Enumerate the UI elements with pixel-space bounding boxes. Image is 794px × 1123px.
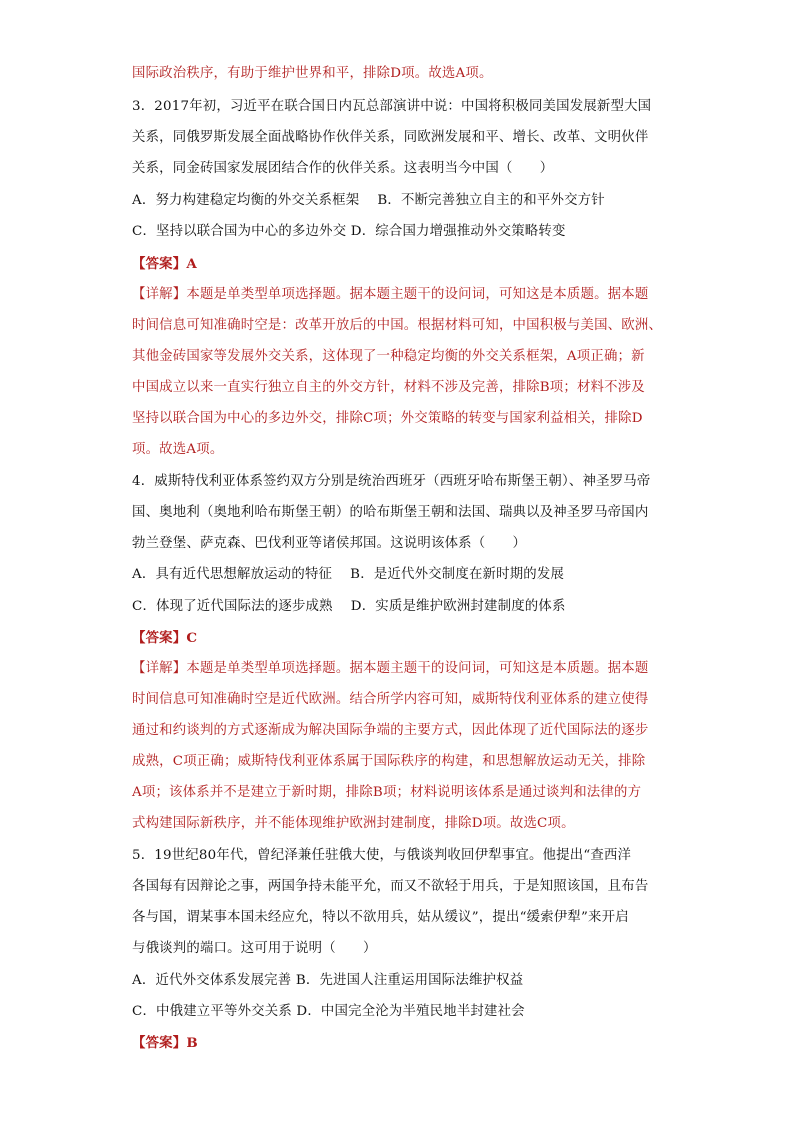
text-line: 其他金砖国家等发展外交关系，这体现了一种稳定均衡的外交关系框架，A项正确；新 (132, 349, 645, 364)
text-line: 国、奥地利（奥地利哈布斯堡王朝）的哈布斯堡王朝和法国、瑞典以及神圣罗马帝国内 (132, 505, 649, 520)
text-line: 时间信息可知准确时空是近代欧洲。结合所学内容可知，威斯特伐利亚体系的建立使得 (132, 692, 649, 707)
text-line: 各与国，谓某事本国未经应允，特以不欲用兵，姑从缓议”，提出“缓索伊犁”来开启 (132, 910, 629, 925)
question-5-options-ab: A．近代外交体系发展完善 B．先进国人注重运用国际法维护权益 (132, 973, 524, 988)
question-4-options-cd: C．体现了近代国际法的逐步成熟 D．实质是维护欧洲封建制度的体系 (132, 599, 566, 614)
answer-3: 【答案】A (132, 256, 197, 272)
text-line: 时间信息可知准确时空是：改革开放后的中国。根据材料可知，中国积极与美国、欧洲、 (132, 318, 663, 333)
question-3-options-cd: C．坚持以联合国为中心的多边外交 D．综合国力增强推动外交策略转变 (132, 224, 566, 239)
text-line: 关系，同金砖国家发展团结合作的伙伴关系。这表明当今中国（ ） (132, 161, 554, 176)
question-5-stem: 5．19世纪80年代，曾纪泽兼任驻俄大使，与俄谈判收回伊犁事宜。他提出“查西洋 (132, 848, 632, 863)
explanation-3: 【详解】本题是单类型单项选择题。据本题主题干的设问词，可知这是本质题。据本题 (132, 287, 649, 302)
text-line: 关系，同俄罗斯发展全面战略协作伙伴关系，同欧洲发展和平、增长、改革、文明伙伴 (132, 130, 649, 145)
text-line: 中国成立以来一直实行独立自主的外交方针，材料不涉及完善，排除B项；材料不涉及 (132, 380, 645, 395)
question-5-options-cd: C．中俄建立平等外交关系 D．中国完全沦为半殖民地半封建社会 (132, 1004, 525, 1019)
answer-4: 【答案】C (132, 630, 198, 646)
text-line: A项；该体系并不是建立于新时期，排除B项；材料说明该体系是通过谈判和法律的方 (132, 785, 642, 800)
question-4-options-ab: A．具有近代思想解放运动的特征 B．是近代外交制度在新时期的发展 (132, 567, 565, 582)
text-line: 与俄谈判的端口。这可用于说明（ ） (132, 941, 377, 956)
text-line: 坚持以联合国为中心的多边外交，排除C项；外交策略的转变与国家利益相关，排除D (132, 411, 643, 426)
question-4-stem: 4．威斯特伐利亚体系签约双方分别是统治西班牙（西班牙哈布斯堡王朝）、神圣罗马帝 (132, 474, 651, 489)
question-3-stem: 3．2017年初，习近平在联合国日内瓦总部演讲中说：中国将积极同美国发展新型大国 (132, 99, 652, 114)
text-line: 成熟，C项正确；威斯特伐利亚体系属于国际秩序的构建，和思想解放运动无关，排除 (132, 754, 646, 769)
text-line: 式构建国际新秩序，并不能体现维护欧洲封建制度，排除D项。故选C项。 (132, 816, 575, 831)
text-line: 国际政治秩序，有助于维护世界和平，排除D项。故选A项。 (132, 66, 493, 81)
text-line: 项。故选A项。 (132, 442, 224, 457)
answer-5: 【答案】B (132, 1035, 198, 1051)
text-line: 通过和约谈判的方式逐渐成为解决国际争端的主要方式，因此体现了近代国际法的逐步 (132, 723, 649, 738)
question-3-options-ab: A．努力构建稳定均衡的外交关系框架 B．不断完善独立自主的和平外交方针 (132, 193, 605, 208)
text-line: 各国每有因辩论之事，两国争持未能平允，而又不欲轻于用兵，于是知照该国，且布告 (132, 879, 649, 894)
text-line: 勃兰登堡、萨克森、巴伐利亚等诸侯邦国。这说明该体系（ ） (132, 536, 527, 551)
explanation-4: 【详解】本题是单类型单项选择题。据本题主题干的设问词，可知这是本质题。据本题 (132, 661, 649, 676)
